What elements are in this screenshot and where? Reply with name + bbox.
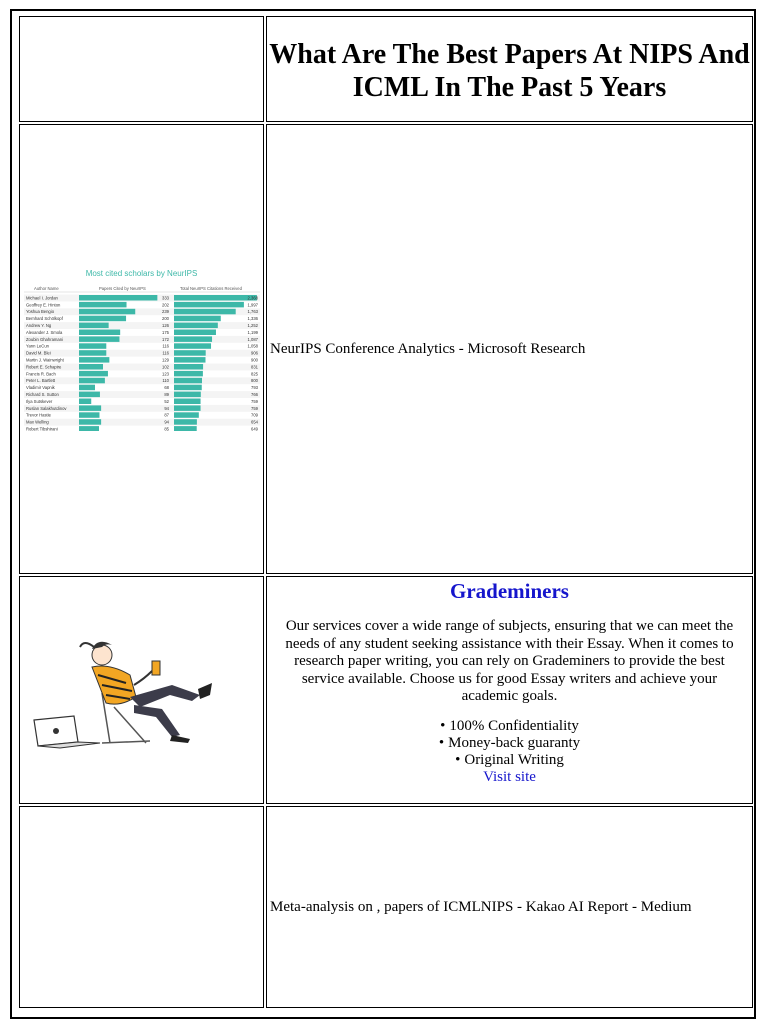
- papers-cited-bar: [79, 385, 95, 391]
- visit-site-link[interactable]: Visit site: [483, 768, 536, 785]
- citations-bar: [174, 419, 197, 425]
- citations-value: 1,763: [247, 309, 258, 315]
- papers-cited-value: 87: [163, 412, 169, 418]
- papers-cited-value: 333: [161, 295, 169, 301]
- papers-cited-bar: [79, 350, 106, 356]
- table-row-band: [24, 377, 260, 384]
- table-row-band: [24, 350, 260, 357]
- citations-value: 766: [250, 392, 258, 397]
- citations-bar: [174, 323, 218, 329]
- feature-list: [267, 718, 752, 769]
- page-title: What Are The Best Papers At NIPS And ICML In The Past 5 Years: [269, 39, 750, 103]
- papers-cited-bar: [79, 302, 127, 308]
- citations-value: 831: [250, 364, 258, 370]
- author-name-label: Ilya Sutskever: [25, 398, 52, 404]
- table-row-band: [24, 419, 260, 426]
- ad-cell: [266, 576, 753, 804]
- ad-illustration-cell: [19, 576, 264, 804]
- citations-bar: [174, 350, 206, 356]
- author-name-label: Martin J. Wainwright: [25, 357, 64, 363]
- ad-title: Grademiners: [450, 579, 569, 603]
- author-name-label: Yann LeCun: [25, 343, 49, 349]
- citations-bar: [174, 330, 216, 336]
- papers-cited-value: 172: [161, 336, 169, 342]
- author-name-label: Vladimir Vapnik: [25, 385, 55, 391]
- papers-cited-value: 200: [161, 316, 169, 322]
- author-name-label: Geoffrey E. Hinton: [25, 302, 60, 308]
- chart-image-cell: [19, 124, 264, 574]
- citations-value: 1,087: [247, 336, 258, 342]
- citations-value: 1,252: [247, 323, 258, 328]
- papers-cited-bar: [79, 419, 101, 425]
- papers-cited-bar: [79, 378, 105, 384]
- meta-empty-cell: [19, 806, 264, 1008]
- papers-cited-bar: [79, 357, 109, 363]
- citations-bar: [174, 343, 211, 349]
- title-cell: [266, 16, 753, 122]
- citations-bar: [174, 385, 202, 391]
- feature-item: • Money-back guaranty: [267, 735, 752, 752]
- page-frame: [10, 9, 756, 1019]
- papers-cited-value: 68: [163, 385, 169, 391]
- citations-value: 1,336: [247, 316, 258, 322]
- papers-cited-bar: [79, 295, 157, 301]
- papers-cited-bar: [79, 343, 106, 349]
- table-row-band: [24, 391, 260, 398]
- author-name-label: Francis R. Bach: [25, 371, 56, 377]
- papers-cited-value: 175: [161, 329, 169, 335]
- citations-value: 759: [250, 398, 258, 404]
- citations-value: 654: [250, 419, 258, 425]
- title-empty-cell: [19, 16, 264, 122]
- papers-cited-value: 102: [161, 364, 169, 370]
- citations-bar: [174, 405, 201, 411]
- citations-bar: [174, 426, 197, 431]
- column-header: Author Name: [33, 286, 59, 291]
- citations-bar: [174, 302, 244, 308]
- citations-value: 900: [250, 357, 258, 363]
- papers-cited-value: 129: [161, 357, 169, 363]
- papers-cited-value: 94: [163, 419, 169, 425]
- author-name-label: Richard S. Sutton: [25, 392, 59, 397]
- citations-bar: [174, 378, 202, 384]
- author-name-label: Ruslan Salakhutdinov: [25, 405, 67, 411]
- papers-cited-bar: [79, 330, 120, 336]
- citations-value: 1,199: [247, 329, 258, 335]
- table-row-band: [24, 322, 260, 329]
- citations-value: 1,058: [247, 343, 258, 349]
- column-header: Papers Cited by NeurIPS: [98, 286, 146, 291]
- papers-cited-bar: [79, 405, 101, 411]
- papers-cited-value: 85: [163, 426, 169, 431]
- author-name-label: Peter L. Bartlett: [25, 378, 55, 384]
- feature-item: • Original Writing: [267, 752, 752, 769]
- author-name-label: Bernhard Schölkopf: [25, 316, 63, 322]
- chart-caption-cell: [266, 124, 753, 574]
- citations-bar: [174, 412, 199, 418]
- citations-value: 793: [250, 385, 258, 391]
- citations-bar: [174, 364, 203, 370]
- citations-value: 649: [250, 426, 258, 431]
- author-name-label: Robert E. Schapire: [25, 364, 61, 370]
- chart-caption: NeurIPS Conference Analytics - Microsoft Research: [270, 341, 586, 357]
- author-name-label: Zoubin Ghahramani: [25, 336, 63, 342]
- feature-item: • 100% Confidentiality: [267, 718, 752, 735]
- papers-cited-bar: [79, 412, 99, 418]
- papers-cited-value: 89: [163, 392, 169, 397]
- author-name-label: Michael I. Jordan: [25, 295, 58, 301]
- papers-cited-bar: [79, 323, 109, 329]
- papers-cited-value: 52: [163, 398, 169, 404]
- citations-value: 2,368: [247, 295, 258, 301]
- citations-bar: [174, 399, 201, 405]
- author-name-label: Andrew Y. Ng: [25, 323, 51, 328]
- chart-title: Most cited scholars by NeurIPS: [85, 269, 198, 278]
- papers-cited-bar: [79, 399, 91, 405]
- papers-cited-bar: [79, 364, 103, 370]
- relaxing-student-illustration: [22, 625, 262, 755]
- papers-cited-value: 116: [161, 350, 169, 356]
- citations-bar: [174, 295, 257, 301]
- layout-table: [17, 14, 755, 1010]
- citations-bar: [174, 357, 206, 363]
- citations-bar: [174, 316, 221, 322]
- papers-cited-bar: [79, 316, 126, 322]
- author-name-label: Robert Tibshirani: [25, 426, 58, 431]
- citations-value: 800: [250, 378, 258, 384]
- papers-cited-value: 202: [161, 302, 169, 308]
- citations-bar: [174, 336, 212, 342]
- papers-cited-bar: [79, 371, 108, 377]
- citations-value: 825: [250, 371, 258, 377]
- papers-cited-value: 94: [163, 405, 169, 411]
- meta-caption-cell: [266, 806, 753, 1008]
- citations-value: 906: [250, 350, 258, 356]
- author-name-label: Yoshua Bengio: [25, 309, 54, 315]
- citations-bar: [174, 371, 203, 377]
- papers-cited-bar: [79, 336, 119, 342]
- papers-cited-value: 110: [161, 378, 169, 384]
- papers-cited-value: 123: [161, 371, 169, 377]
- author-name-label: Trevor Hastie: [25, 412, 51, 418]
- papers-cited-bar: [79, 392, 100, 398]
- chart-svg: [24, 281, 260, 431]
- column-header: Total NeurIPS Citations Received: [179, 286, 242, 291]
- author-name-label: Max Welling: [25, 419, 49, 425]
- papers-cited-value: 126: [161, 323, 169, 328]
- citations-value: 1,997: [247, 302, 258, 308]
- papers-cited-bar: [79, 309, 135, 315]
- author-name-label: David M. Blei: [25, 350, 51, 356]
- papers-cited-value: 116: [161, 343, 169, 349]
- ad-description: Our services cover a wide range of subjects, ensuring that we can meet the needs of any student seeking assistance with their Essay. When it comes to research paper writing, you can rely on Grademiners to provide the best service available. Choose us for good Essay writers and achieve your academic goals.: [285, 618, 734, 704]
- papers-cited-bar: [79, 426, 99, 431]
- papers-cited-value: 239: [161, 309, 169, 315]
- meta-caption: Meta-analysis on , papers of ICMLNIPS - Kakao AI Report - Medium: [270, 899, 692, 915]
- citations-value: 759: [250, 405, 258, 411]
- citations-bar: [174, 392, 201, 398]
- citations-chart: [24, 267, 260, 431]
- citations-bar: [174, 309, 236, 315]
- author-name-label: Alexander J. Smola: [25, 329, 62, 335]
- citations-value: 709: [250, 412, 258, 418]
